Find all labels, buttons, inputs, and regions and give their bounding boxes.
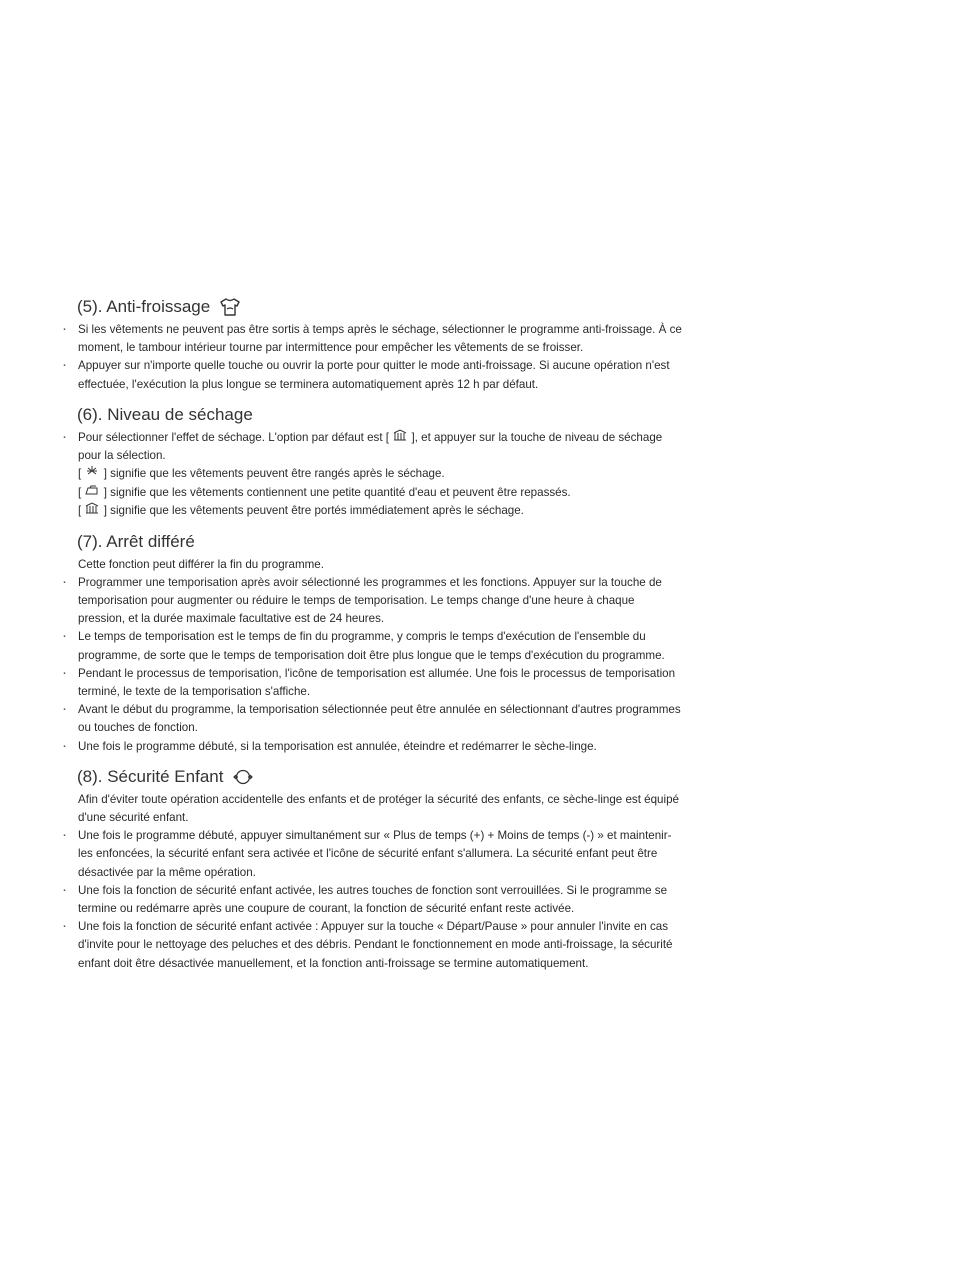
paragraph: · Avant le début du programme, la temporisation sélectionnée peut être annulée en sélectionnant d'autres programmes ou touches de fonction. bbox=[62, 701, 682, 737]
iron-dry-icon bbox=[85, 484, 99, 502]
paragraph: · Programmer une temporisation après avoir sélectionné les programmes et les fonctions. Appuyer sur la touche de temporisation pour augmenter ou réduire le temps de temporisation. Le temps change d'une heure à chaque pression, et la durée maximale facultative est de 24 heures. bbox=[62, 574, 682, 629]
paragraph: Cette fonction peut différer la fin du programme. bbox=[78, 557, 324, 571]
section-niveau-sechage bbox=[62, 404, 682, 521]
paragraph bbox=[62, 502, 682, 520]
paragraph bbox=[62, 465, 682, 483]
section-heading bbox=[77, 296, 682, 318]
section-heading bbox=[77, 404, 682, 426]
section-title: (6). Niveau de séchage bbox=[77, 404, 253, 424]
section-heading bbox=[77, 766, 682, 788]
hanger-dry-icon bbox=[85, 502, 99, 520]
document-page bbox=[62, 296, 682, 983]
text-fragment: ] signifie que les vêtements peuvent être portés immédiatement après le séchage. bbox=[103, 504, 524, 518]
section-anti-froissage bbox=[62, 296, 682, 394]
text-fragment: [ bbox=[78, 485, 82, 499]
paragraph: · Une fois le programme débuté, si la temporisation est annulée, éteindre et redémarrer le sèche-linge. bbox=[62, 738, 682, 756]
section-title: (8). Sécurité Enfant bbox=[77, 766, 224, 786]
section-title: (7). Arrêt différé bbox=[77, 531, 195, 551]
paragraph: · Une fois la fonction de sécurité enfant activée, les autres touches de fonction sont verrouillées. Si le programme se termine ou redémarre après une coupure de courant, la fonction de sécurité enfant reste activée. bbox=[62, 882, 682, 918]
section-securite-enfant bbox=[62, 766, 682, 973]
text-fragment: ] signifie que les vêtements peuvent être rangés après le séchage. bbox=[103, 467, 445, 481]
paragraph bbox=[62, 429, 682, 466]
text-fragment: ], et appuyer sur la touche de niveau de séchage pour la sélection. bbox=[78, 430, 663, 463]
shirt-icon bbox=[218, 297, 242, 317]
text-fragment: [ bbox=[78, 504, 82, 518]
text-fragment: ] signifie que les vêtements contiennent une petite quantité d'eau et peuvent être repassés. bbox=[103, 485, 571, 499]
hanger-dry-icon bbox=[393, 429, 407, 447]
text-fragment: Pour sélectionner l'effet de séchage. L'option par défaut est [ bbox=[78, 430, 390, 444]
paragraph: · Une fois le programme débuté, appuyer simultanément sur « Plus de temps (+) + Moins de temps (-) » et maintenir-les enfoncées, la sécurité enfant sera activée et l'icône de sécurité enfant s'allumera. La sécurité enfant peut être désactivée par la même opération. bbox=[62, 827, 682, 882]
child-lock-icon bbox=[231, 767, 255, 787]
paragraph: · Appuyer sur n'importe quelle touche ou ouvrir la porte pour quitter le mode anti-froissage. Si aucune opération n'est effectuée, l'exécution la plus longue se terminera automatiquement après 12 h par défaut. bbox=[62, 357, 682, 393]
text-fragment: [ bbox=[78, 467, 82, 481]
paragraph: · Pendant le processus de temporisation, l'icône de temporisation est allumée. Une fois le processus de temporisation terminé, le texte de la temporisation s'affiche. bbox=[62, 665, 682, 701]
section-heading bbox=[77, 531, 682, 553]
section-title: (5). Anti-froissage bbox=[77, 297, 211, 316]
paragraph bbox=[62, 484, 682, 502]
paragraph: Afin d'éviter toute opération accidentelle des enfants et de protéger la sécurité des enfants, ce sèche-linge est équipé d'une sécurité enfant. bbox=[78, 792, 679, 824]
cupboard-dry-icon bbox=[85, 465, 99, 483]
section-arret-differe bbox=[62, 531, 682, 756]
paragraph: · Si les vêtements ne peuvent pas être sortis à temps après le séchage, sélectionner le programme anti-froissage. À ce moment, le tambour intérieur tourne par intermittence pour empêcher les vêtements de se froisser. bbox=[62, 321, 682, 357]
paragraph: · Le temps de temporisation est le temps de fin du programme, y compris le temps d'exécution de l'ensemble du programme, de sorte que le temps de temporisation doit être plus longue que le temps d'exécution du programme. bbox=[62, 628, 682, 664]
paragraph: · Une fois la fonction de sécurité enfant activée : Appuyer sur la touche « Départ/Pause » pour annuler l'invite en cas d'invite pour le nettoyage des peluches et des débris. Pendant le fonctionnement en mode anti-froissage, la sécurité enfant doit être désactivée manuellement, et la fonction anti-froissage se termine automatiquement. bbox=[62, 918, 682, 973]
